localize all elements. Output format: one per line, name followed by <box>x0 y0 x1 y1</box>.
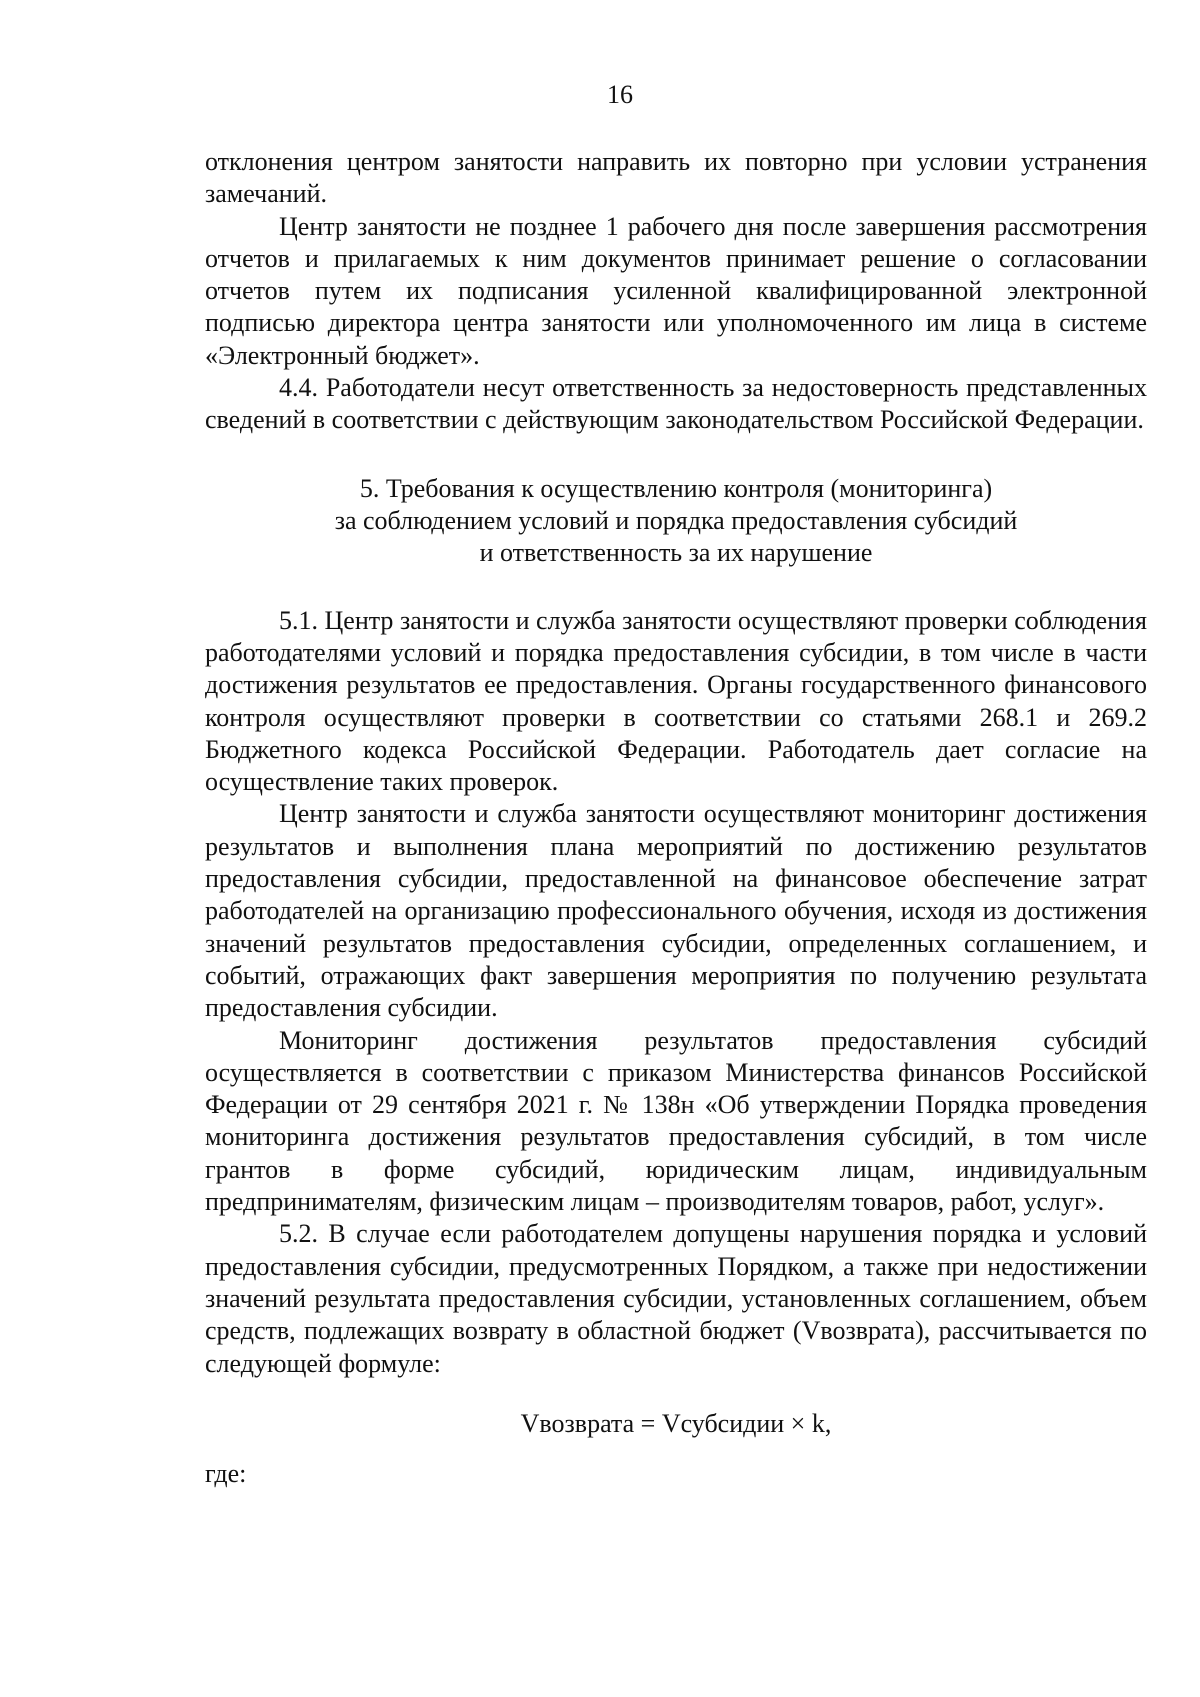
return-formula: Vвозврата = Vсубсидии × k, <box>520 1408 832 1438</box>
heading-line-1: 5. Требования к осуществлению контроля (мониторинга) <box>359 473 993 503</box>
paragraph-5-2: 5.2. В случае если работодателем допущены нарушения порядка и условий предоставления субсидии, предусмотренных Порядком, а также при недостижении значений результата предоставления субсидии, установленных соглашением, объем средств, подлежащих возврату в областной бюджет (Vвозврата), рассчитывается по следующей формуле: <box>205 1219 1147 1378</box>
paragraph-4-4: 4.4. Работодатели несут ответственность за недостоверность представленных сведений в соответствии с действующим законодательством Российской Федерации. <box>205 373 1147 435</box>
paragraph-report-approval: Центр занятости не позднее 1 рабочего дня после завершения рассмотрения отчетов и прилагаемых к ним документов принимает решение о согласовании отчетов путем их подписания усиленной квалифицированной электронной подписью директора центра занятости или уполномоченного им лица в системе «Электронный бюджет». <box>205 211 1147 370</box>
paragraph-5-1: 5.1. Центр занятости и служба занятости осуществляют проверки соблюдения работодателями условий и порядка предоставления субсидии, в том числе в части достижения результатов ее предоставления. Органы государственного финансового контроля осуществляют проверки в соответствии со статьями 268.1 и 269.2 Бюджетного кодекса Российской Федерации. Работодатель дает согласие на осуществление таких проверок. <box>205 605 1147 797</box>
section-5-heading <box>205 473 1147 569</box>
paragraph-continuation: отклонения центром занятости направить их повторно при условии устранения замечаний. <box>205 147 1147 209</box>
document-body <box>205 146 1147 1490</box>
where-label: где: <box>205 1459 247 1489</box>
paragraph-monitoring: Центр занятости и служба занятости осуществляют мониторинг достижения результатов и выполнения плана мероприятий по достижению результатов предоставления субсидии, предоставленной на финансовое обеспечение затрат работодателей на организацию профессионального обучения, исходя из достижения значений результатов предоставления субсидии, определенных соглашением, и событий, отражающих факт завершения мероприятия по получению результата предоставления субсидии. <box>205 799 1147 1023</box>
heading-line-2: за соблюдением условий и порядка предоставления субсидий <box>334 505 1018 535</box>
paragraph-monitoring-order: Мониторинг достижения результатов предоставления субсидий осуществляется в соответствии с приказом Министерства финансов Российской Федерации от 29 сентября 2021 г. № 138н «Об утверждении Порядка проведения мониторинга достижения результатов предоставления субсидий, в том числе грантов в форме субсидий, юридическим лицам, индивидуальным предпринимателям, физическим лицам – производителям товаров, работ, услуг». <box>205 1025 1147 1217</box>
page-number: 16 <box>607 80 633 109</box>
heading-line-3: и ответственность за их нарушение <box>479 537 873 567</box>
